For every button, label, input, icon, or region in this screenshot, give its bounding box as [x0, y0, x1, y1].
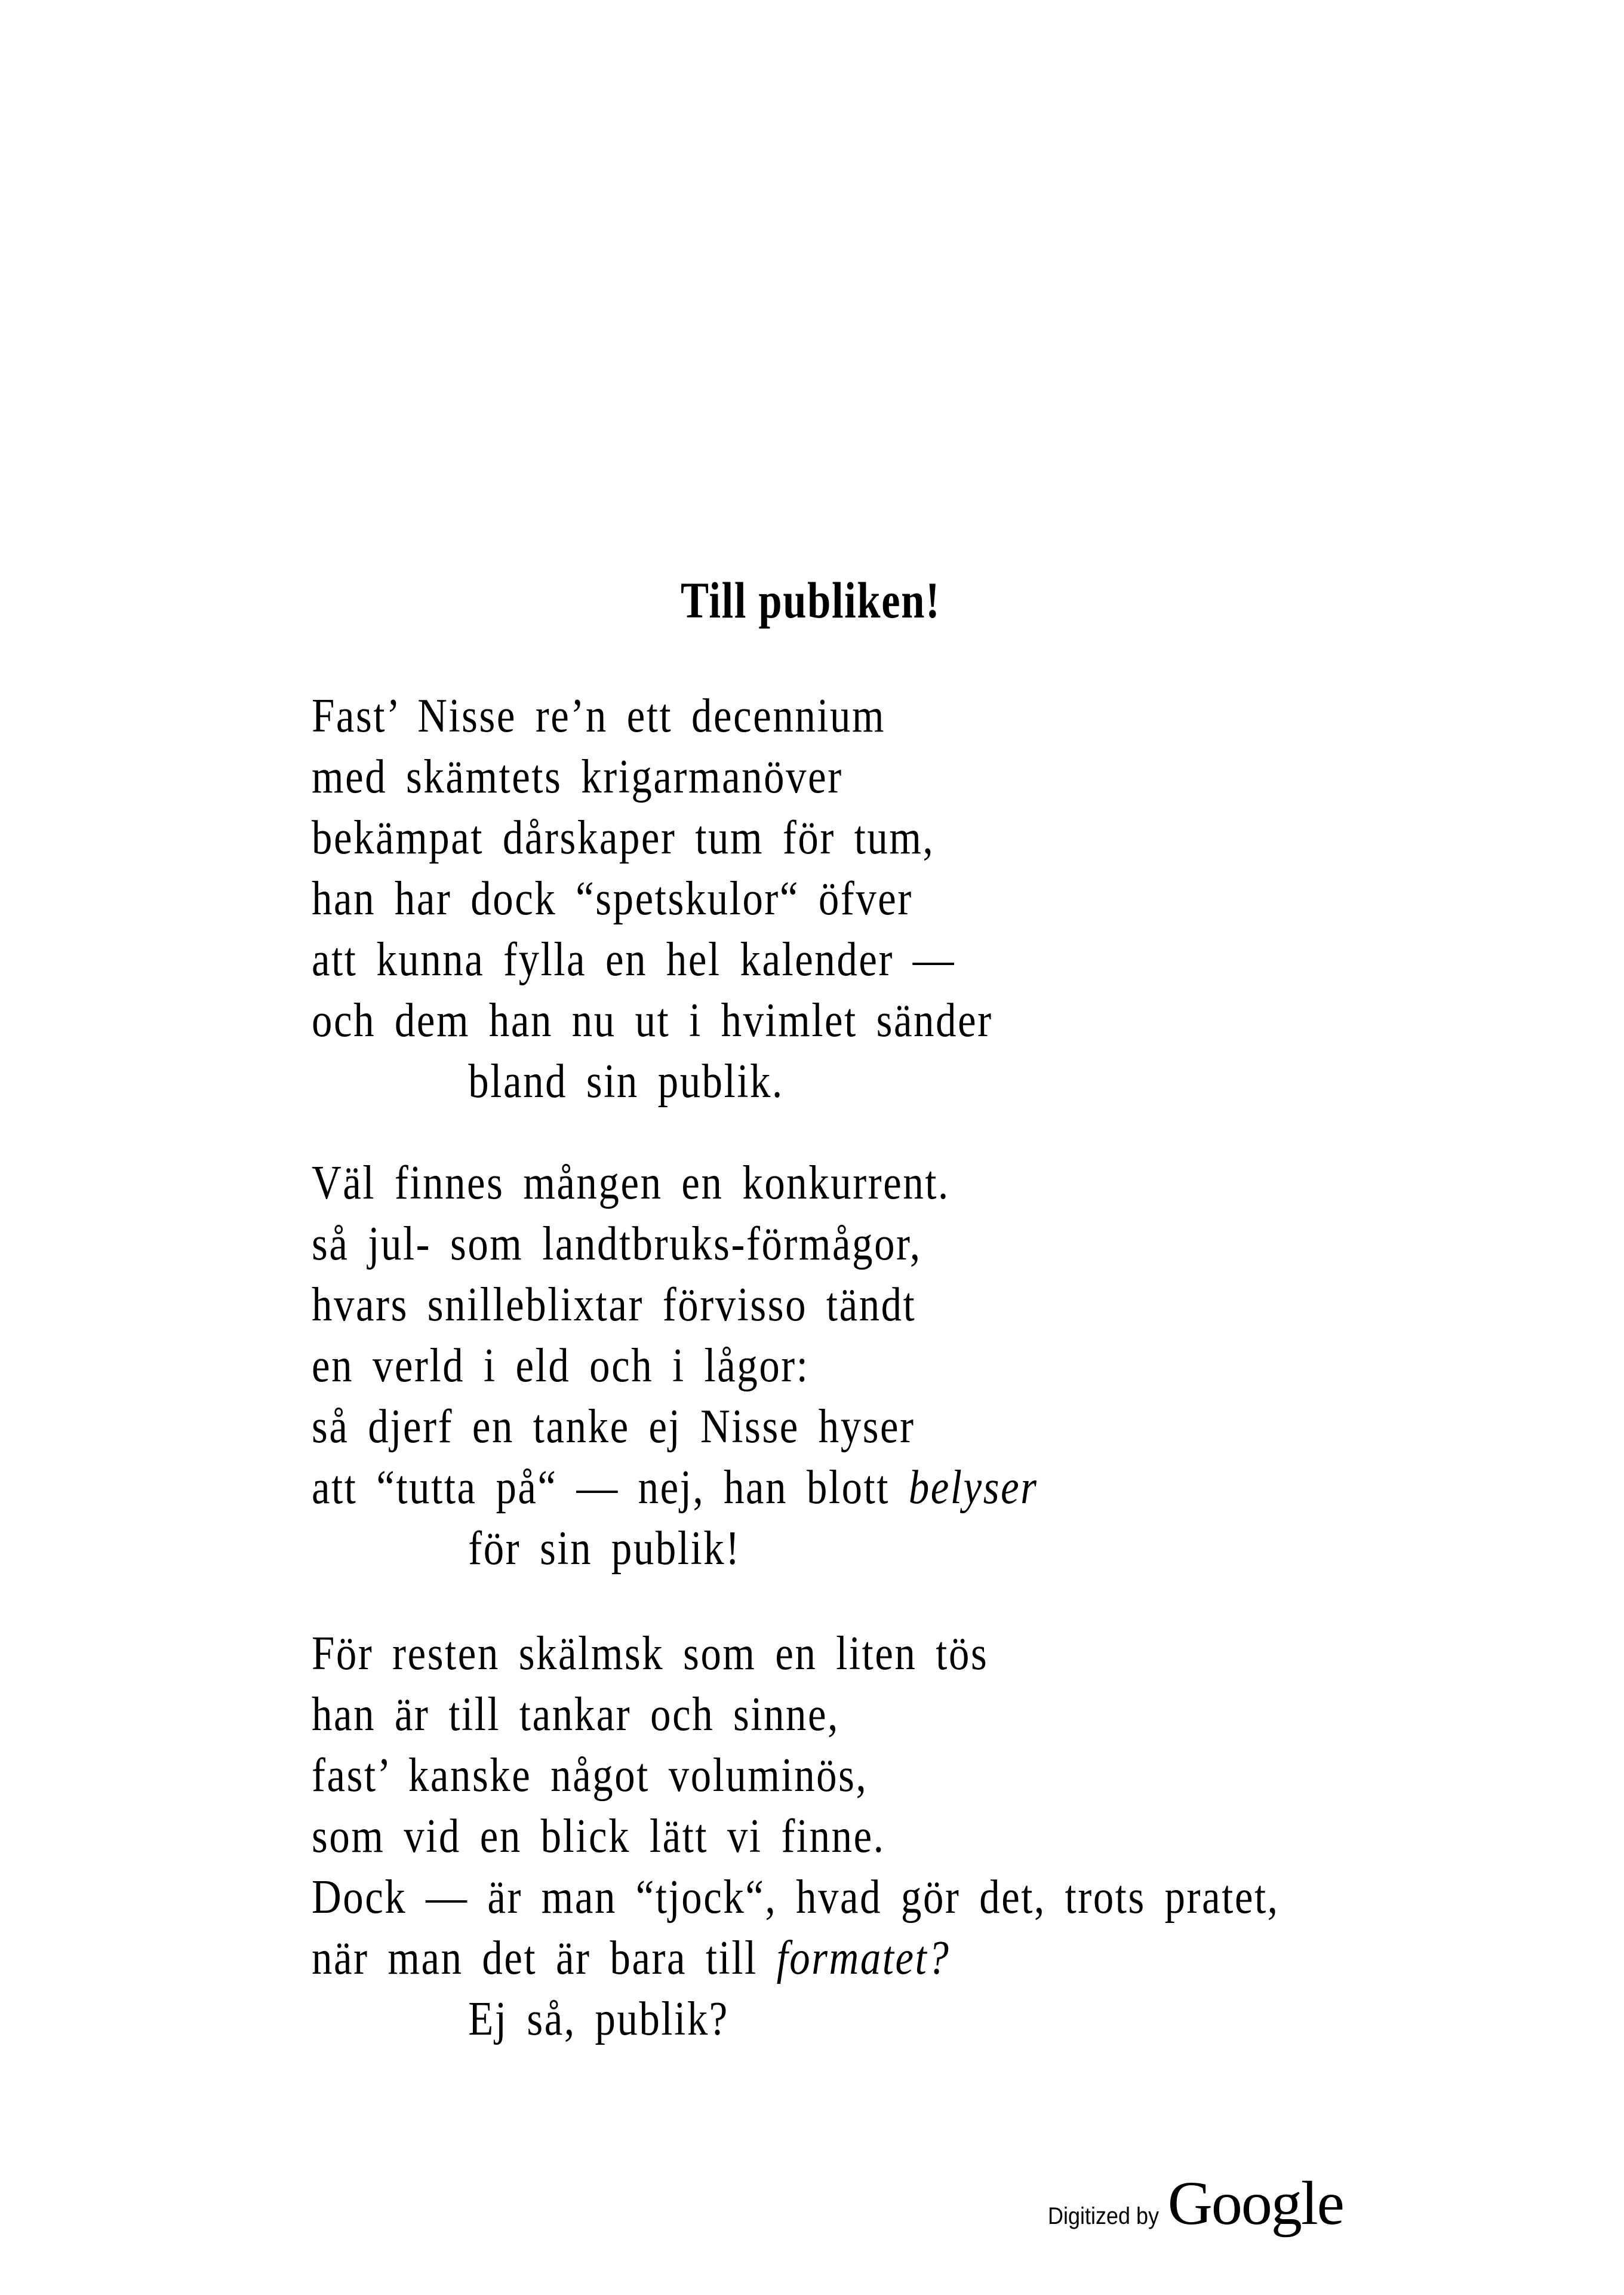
- poem-line: För resten skälmsk som en liten tös: [312, 1627, 989, 1680]
- digitized-by-google-watermark: [1048, 2168, 1343, 2239]
- poem-line-text: att “tutta på“ — nej, han blott: [312, 1461, 890, 1514]
- poem-line: som vid en blick lätt vi finne.: [312, 1810, 885, 1863]
- poem-title: Till publiken!: [681, 572, 941, 629]
- stanza-1: [312, 686, 1565, 1112]
- digitized-by-label: Digitized by: [1048, 2203, 1159, 2229]
- poem-line: så djerf en tanke ej Nisse hyser: [312, 1400, 915, 1453]
- poem-refrain-line: Ej så, publik?: [468, 1993, 729, 2045]
- poem-line: han har dock “spetskulor“ öfver: [312, 872, 913, 925]
- poem-refrain-line: för sin publik!: [468, 1522, 741, 1575]
- poem-line: med skämtets krigarmanöver: [312, 751, 843, 803]
- poem-line-with-italic: [312, 1928, 1390, 1989]
- italic-word: formatet?: [776, 1932, 951, 1984]
- poem-line: Väl finnes mången en konkurrent.: [312, 1157, 950, 1209]
- poem-line: och dem han nu ut i hvimlet sänder: [312, 994, 993, 1047]
- poem-line-with-italic: [312, 1457, 1390, 1518]
- poem-line: Fast’ Nisse re’n ett decennium: [312, 690, 886, 742]
- poem-line: fast’ kanske något voluminös,: [312, 1749, 868, 1802]
- poem-line: att kunna fylla en hel kalender —: [312, 933, 956, 986]
- poem-line: bekämpat dårskaper tum för tum,: [312, 812, 935, 864]
- poem-line-text: när man det är bara till: [312, 1932, 758, 1984]
- italic-word: belyser: [908, 1461, 1038, 1514]
- poem-line: han är till tankar och sinne,: [312, 1688, 839, 1741]
- poem-line: en verld i eld och i lågor:: [312, 1339, 810, 1392]
- google-logo: Google: [1167, 2169, 1343, 2238]
- stanza-3: [312, 1623, 1565, 2050]
- stanza-2: [312, 1153, 1565, 1579]
- poem-line: Dock — är man “tjock“, hvad gör det, trots pratet,: [312, 1871, 1279, 1924]
- poem-refrain-line: bland sin publik.: [468, 1055, 784, 1108]
- poem-line: hvars snilleblixtar förvisso tändt: [312, 1279, 916, 1331]
- poem-line: så jul- som landtbruks-förmågor,: [312, 1218, 922, 1270]
